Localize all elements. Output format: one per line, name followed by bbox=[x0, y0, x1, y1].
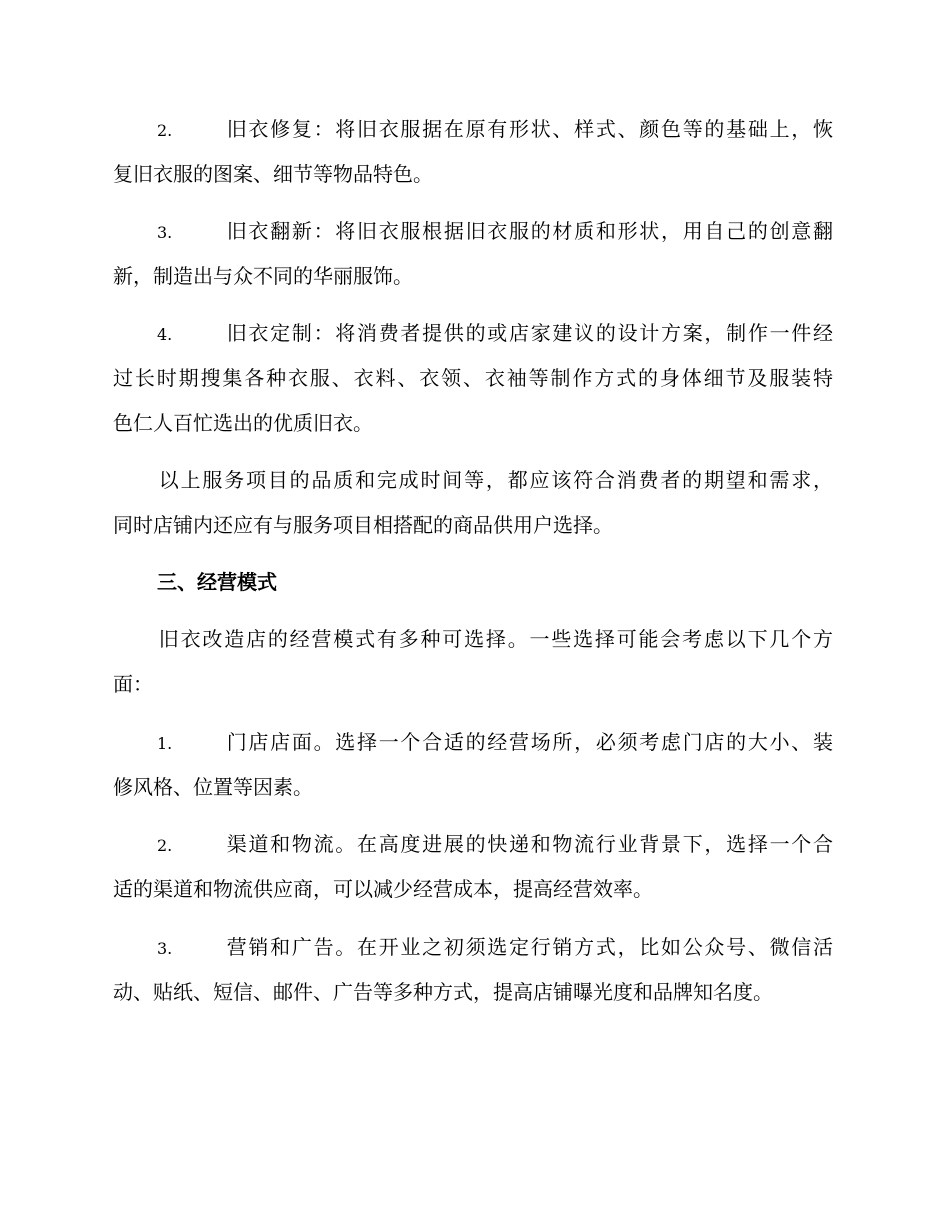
list-item bbox=[113, 720, 833, 810]
list-item bbox=[113, 209, 833, 299]
list-number: 2. bbox=[157, 836, 173, 855]
paragraph-text: 同时店铺内还应有与服务项目相搭配的商品供用户选择。 bbox=[113, 513, 613, 537]
list-item bbox=[113, 925, 833, 1015]
list-item-text: 新，制造出与众不同的华丽服饰。 bbox=[113, 264, 413, 288]
list-item-text: 旧衣翻新：将旧衣服根据旧衣服的材质和形状，用自己的创意翻 bbox=[225, 219, 833, 243]
intro-paragraph bbox=[113, 617, 833, 707]
list-number: 3. bbox=[157, 223, 173, 242]
list-item-text: 旧衣定制：将消费者提供的或店家建议的设计方案，制作一件经 bbox=[225, 321, 833, 345]
paragraph-text: 以上服务项目的品质和完成时间等，都应该符合消费者的期望和需求， bbox=[157, 468, 833, 492]
list-item-text: 旧衣修复：将旧衣服据在原有形状、样式、颜色等的基础上，恢 bbox=[225, 117, 833, 141]
list-item-text: 渠道和物流。在高度进展的快递和物流行业背景下，选择一个合 bbox=[225, 832, 833, 856]
list-number: 1. bbox=[157, 734, 173, 753]
list-number: 4. bbox=[157, 325, 173, 344]
list-item-text: 色仁人百忙选出的优质旧衣。 bbox=[113, 411, 373, 435]
list-item-text: 动、贴纸、短信、邮件、广告等多种方式，提高店铺曝光度和品牌知名度。 bbox=[113, 980, 773, 1004]
section-heading: 三、经营模式 bbox=[157, 570, 277, 594]
list-number: 2. bbox=[157, 121, 173, 140]
paragraph-text: 面： bbox=[113, 672, 153, 696]
list-item-text: 过长时期搜集各种衣服、衣料、衣领、衣袖等制作方式的身体细节及服装特 bbox=[113, 366, 833, 390]
list-item bbox=[113, 107, 833, 197]
list-item-text: 复旧衣服的图案、细节等物品特色。 bbox=[113, 162, 433, 186]
paragraph-text: 旧衣改造店的经营模式有多种可选择。一些选择可能会考虑以下几个方 bbox=[157, 627, 833, 651]
list-item-text: 门店店面。选择一个合适的经营场所，必须考虑门店的大小、装 bbox=[225, 730, 833, 754]
list-item-text: 修风格、位置等因素。 bbox=[113, 775, 313, 799]
list-number: 3. bbox=[157, 939, 173, 958]
list-item bbox=[113, 311, 833, 446]
list-item-text: 营销和广告。在开业之初须选定行销方式，比如公众号、微信活 bbox=[225, 935, 833, 959]
list-item-text: 适的渠道和物流供应商，可以减少经营成本，提高经营效率。 bbox=[113, 877, 653, 901]
list-item bbox=[113, 822, 833, 912]
summary-paragraph bbox=[113, 458, 833, 548]
